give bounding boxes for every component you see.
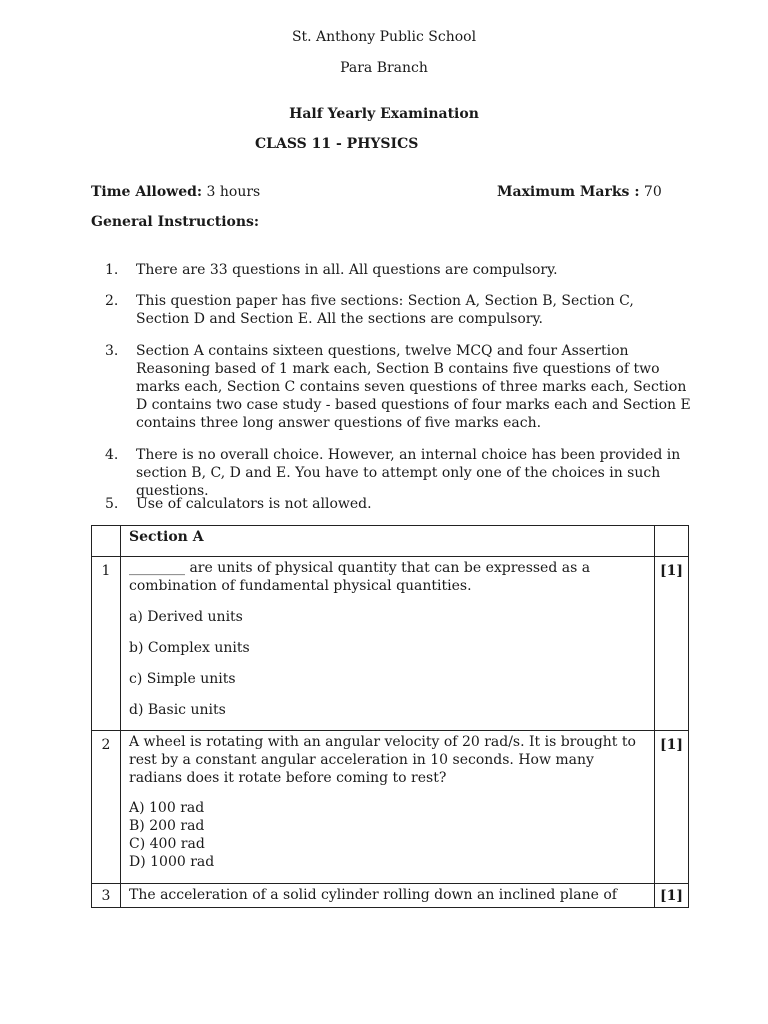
option: D) 1000 rad <box>129 854 215 870</box>
instruction-text: There are 33 questions in all. All questions are compulsory. <box>136 262 558 278</box>
question-text: The acceleration of a solid cylinder rolling down an inclined plane of <box>129 887 617 903</box>
exam-title: Half Yearly Examination <box>289 106 479 122</box>
option: B) 200 rad <box>129 818 205 834</box>
question-number: 1 <box>101 563 111 579</box>
option: C) 400 rad <box>129 836 205 852</box>
question-table <box>91 525 689 908</box>
time-value: 3 hours <box>202 184 261 200</box>
instruction-number: 2. <box>105 293 119 309</box>
marks-label: Maximum Marks : <box>497 184 640 200</box>
maximum-marks <box>497 183 662 201</box>
instruction-number: 4. <box>105 447 119 463</box>
section-title-text: Section A <box>129 529 204 545</box>
time-label: Time Allowed: <box>91 184 203 200</box>
question-row <box>92 731 689 884</box>
question-number: 3 <box>101 888 111 904</box>
instruction-number: 1. <box>105 262 119 278</box>
option: a) Derived units <box>129 609 243 625</box>
instruction-number: 5. <box>105 496 119 512</box>
question-row <box>92 884 689 908</box>
question-text: ________ are units of physical quantity that can be expressed as a combination of fundamental physical quantities. <box>129 560 591 594</box>
option-list <box>129 799 650 871</box>
option: c) Simple units <box>129 671 236 687</box>
instruction-text: Section A contains sixteen questions, twelve MCQ and four Assertion Reasoning based of 1 mark each, Section B contains five questions of two marks each, Section C contains seven questions of three marks each, Section D contains two case study - based questions of four marks each and Section E contains three long answer questions of five marks each. <box>136 343 691 431</box>
question-marks: [1] <box>660 888 683 904</box>
question-marks: [1] <box>660 563 683 579</box>
option: d) Basic units <box>129 702 226 718</box>
instruction-number: 3. <box>105 343 119 359</box>
instruction-text: This question paper has five sections: Section A, Section B, Section C, Section D and Section E. All the sections are compulsory. <box>136 293 634 327</box>
question-text: A wheel is rotating with an angular velocity of 20 rad/s. It is brought to rest by a constant angular acceleration in 10 seconds. How many radians does it rotate before coming to rest? <box>129 734 636 786</box>
marks-value: 70 <box>639 184 662 200</box>
question-row <box>92 557 689 731</box>
question-number: 2 <box>101 737 111 753</box>
section-header-row <box>92 526 689 557</box>
option: b) Complex units <box>129 640 250 656</box>
branch-name: Para Branch <box>340 60 428 76</box>
instruction-text: There is no overall choice. However, an internal choice has been provided in section B, C, D and E. You have to attempt only one of the choices in such questions. <box>136 447 681 499</box>
school-name: St. Anthony Public School <box>291 29 477 45</box>
option: A) 100 rad <box>129 800 205 816</box>
class-subject: CLASS 11 - PHYSICS <box>255 136 419 152</box>
instructions-heading: General Instructions: <box>91 214 260 230</box>
section-title <box>121 526 655 557</box>
instruction-text: Use of calculators is not allowed. <box>136 496 372 512</box>
question-marks: [1] <box>660 737 683 753</box>
time-allowed <box>91 183 260 201</box>
